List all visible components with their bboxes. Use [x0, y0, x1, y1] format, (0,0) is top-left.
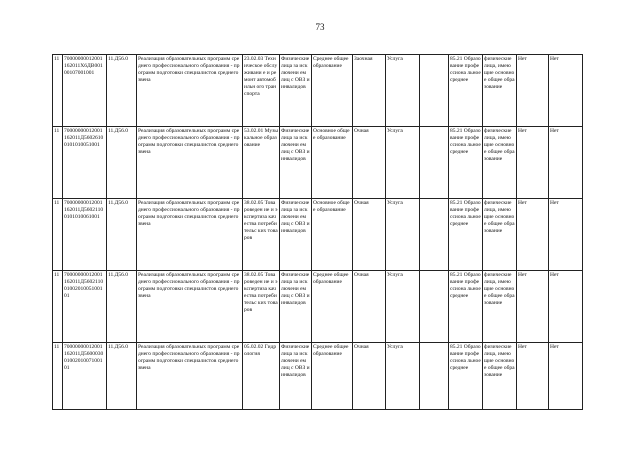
cell-empty-cell — [420, 127, 449, 199]
cell-base-education: Основное общее образование — [312, 199, 353, 271]
cell-flag-paid: Нет — [517, 199, 549, 271]
cell-base-education: Среднее общее образование — [312, 55, 353, 127]
cell-registry-code: 70000000012001162011Х6ДB00100107001001 — [63, 55, 107, 127]
cell-specialty: 23.02.03 Техническое обслуживани е и ремонт автомобильн ого транспорта — [243, 55, 280, 127]
cell-consumer-category: Физические лица за исключени ем лиц с ОВЗ и инвалидов — [280, 343, 312, 410]
cell-service-code: 11.Д56.0 — [107, 343, 137, 410]
cell-consumer-category: Физические лица за исключени ем лиц с ОВЗ и инвалидов — [280, 127, 312, 199]
cell-row-number: 11 — [53, 199, 63, 271]
cell-empty-cell — [420, 199, 449, 271]
cell-row-number: 11 — [53, 127, 63, 199]
cell-okved-code: 85.21 Образование профессиона льное среднее — [449, 271, 483, 343]
cell-flag-other: Нет — [549, 55, 583, 127]
cell-consumer-category: Физические лица за исключени ем лиц с ОВЗ и инвалидов — [280, 271, 312, 343]
cell-service-code: 11.Д56.0 — [107, 199, 137, 271]
cell-service-code: 11.Д56.0 — [107, 55, 137, 127]
table-row — [53, 127, 583, 199]
cell-specialty: 05.02.02 Гидрология — [243, 343, 280, 410]
cell-service-type: Услуга — [386, 127, 420, 199]
cell-empty-cell — [420, 271, 449, 343]
table-row — [53, 55, 583, 127]
cell-row-number: 11 — [53, 343, 63, 410]
cell-flag-other: Нет — [549, 343, 583, 410]
cell-flag-paid: Нет — [517, 127, 549, 199]
cell-flag-paid: Нет — [517, 55, 549, 127]
cell-recipients: физические лица, имеющие основное общее образование — [483, 271, 517, 343]
cell-flag-paid: Нет — [517, 343, 549, 410]
cell-service-code: 11.Д56.0 — [107, 271, 137, 343]
cell-row-number: 11 — [53, 271, 63, 343]
table-row — [53, 343, 583, 410]
cell-study-form: Очная — [353, 127, 386, 199]
cell-service-name: Реализация образовательных программ среднего профессионального образования - программ подготовки специалистов среднего звена — [137, 55, 243, 127]
cell-recipients: физические лица, имеющие основное общее образование — [483, 343, 517, 410]
page-number: 73 — [315, 22, 325, 32]
cell-registry-code: 70000000012001162011Д56021100100201005100101 — [63, 271, 107, 343]
cell-recipients: физические лица, имеющие основное общее образование — [483, 199, 517, 271]
cell-service-name: Реализация образовательных программ среднего профессионального образования - программ подготовки специалистов среднего звена — [137, 127, 243, 199]
cell-base-education: Среднее общее образование — [312, 271, 353, 343]
cell-empty-cell — [420, 343, 449, 410]
table-row — [53, 271, 583, 343]
cell-specialty: 53.02.01 Музыкальное образование — [243, 127, 280, 199]
cell-service-type: Услуга — [386, 55, 420, 127]
cell-specialty: 38.02.05 Товароведен ие и экспертиза качества потребительс ких товаров — [243, 199, 280, 271]
cell-okved-code: 85.21 Образование профессиона льное среднее — [449, 127, 483, 199]
cell-recipients: физические лица, имеющие основное общее образование — [483, 127, 517, 199]
cell-service-code: 11.Д56.0 — [107, 127, 137, 199]
cell-empty-cell — [420, 55, 449, 127]
cell-service-type: Услуга — [386, 271, 420, 343]
cell-consumer-category: Физические лица за исключени ем лиц с ОВЗ и инвалидов — [280, 55, 312, 127]
cell-flag-other: Нет — [549, 127, 583, 199]
cell-consumer-category: Физические лица за исключени ем лиц с ОВЗ и инвалидов — [280, 199, 312, 271]
cell-study-form: Очная — [353, 271, 386, 343]
cell-base-education: Среднее общее образование — [312, 343, 353, 410]
cell-service-type: Услуга — [386, 199, 420, 271]
cell-okved-code: 85.21 Образование профессиона льное среднее — [449, 343, 483, 410]
cell-okved-code: 85.21 Образование профессиона льное среднее — [449, 199, 483, 271]
cell-recipients: физические лица, имеющие основное общее образование — [483, 55, 517, 127]
table-row — [53, 199, 583, 271]
cell-flag-other: Нет — [549, 199, 583, 271]
cell-service-name: Реализация образовательных программ среднего профессионального образования - программ подготовки специалистов среднего звена — [137, 199, 243, 271]
cell-study-form: Заочная — [353, 55, 386, 127]
cell-service-name: Реализация образовательных программ среднего профессионального образования - программ подготовки специалистов среднего звена — [137, 271, 243, 343]
cell-study-form: Очная — [353, 199, 386, 271]
services-registry-table — [52, 54, 583, 410]
cell-flag-other: Нет — [549, 271, 583, 343]
cell-okved-code: 85.21 Образование профессиона льное среднее — [449, 55, 483, 127]
cell-base-education: Основное общее образование — [312, 127, 353, 199]
cell-row-number: 11 — [53, 55, 63, 127]
cell-registry-code: 70000000012001162011Д56021100101010061001 — [63, 199, 107, 271]
cell-study-form: Очная — [353, 343, 386, 410]
cell-flag-paid: Нет — [517, 271, 549, 343]
cell-service-name: Реализация образовательных программ среднего профессионального образования - программ подготовки специалистов среднего звена — [137, 343, 243, 410]
cell-registry-code: 70000000012001162011Д56000300100201007100101 — [63, 343, 107, 410]
cell-registry-code: 70000000012001162011Д56026100101010051001 — [63, 127, 107, 199]
cell-service-type: Услуга — [386, 343, 420, 410]
cell-specialty: 38.02.05 Товароведен ие и экспертиза качества потребительс ких товаров — [243, 271, 280, 343]
